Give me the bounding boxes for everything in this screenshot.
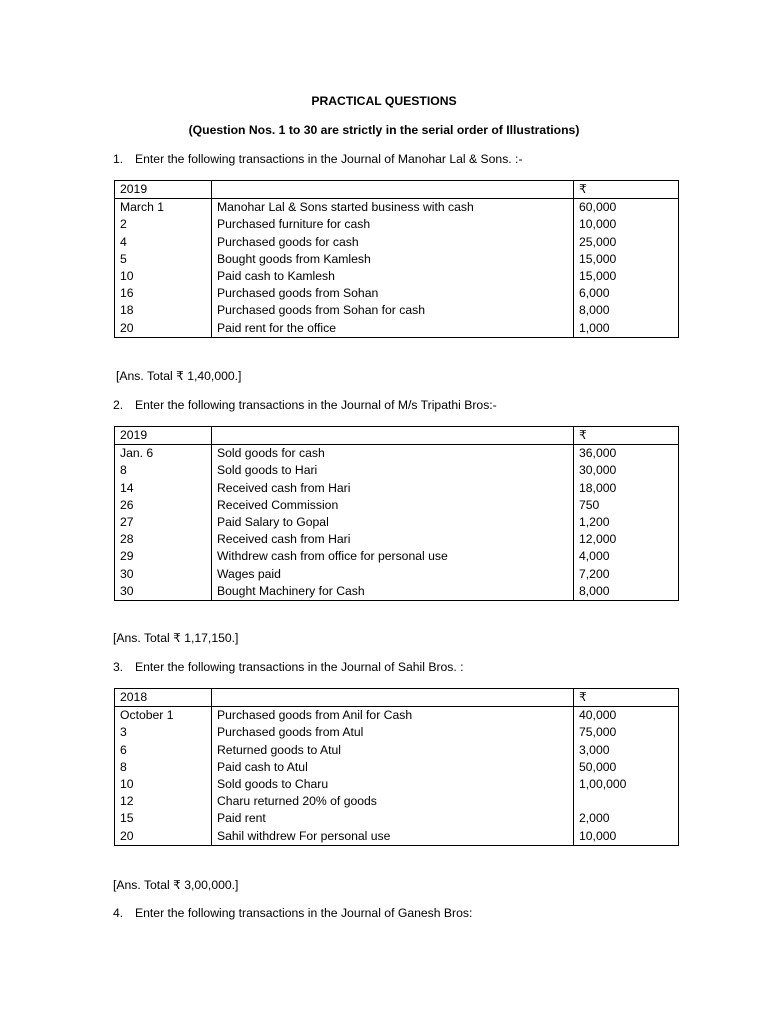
date-cell: 10 — [115, 268, 212, 285]
amount-cell: 8,000 — [574, 302, 679, 319]
description-cell: Received cash from Hari — [212, 480, 574, 497]
table-row — [115, 216, 679, 233]
table-row — [115, 199, 679, 217]
date-cell: 12 — [115, 793, 212, 810]
amount-cell: 1,000 — [574, 320, 679, 338]
table-row — [115, 251, 679, 268]
description-cell: Paid rent for the office — [212, 320, 574, 338]
date-cell: 8 — [115, 759, 212, 776]
description-cell: Bought Machinery for Cash — [212, 583, 574, 601]
question-3 — [113, 660, 464, 674]
currency-header-cell: ₹ — [574, 427, 679, 445]
date-cell: 14 — [115, 480, 212, 497]
description-cell: Paid cash to Atul — [212, 759, 574, 776]
description-cell: Returned goods to Atul — [212, 742, 574, 759]
description-cell: Sold goods to Charu — [212, 776, 574, 793]
table-row — [115, 320, 679, 338]
question-2 — [113, 398, 497, 412]
transactions-table-1 — [114, 180, 679, 338]
table-row — [115, 302, 679, 319]
date-cell: 2 — [115, 216, 212, 233]
date-cell: 10 — [115, 776, 212, 793]
date-cell: 20 — [115, 828, 212, 846]
description-cell: Paid rent — [212, 810, 574, 827]
date-cell: March 1 — [115, 199, 212, 217]
table-row — [115, 707, 679, 725]
table-row — [115, 548, 679, 565]
description-cell: Purchased goods from Anil for Cash — [212, 707, 574, 725]
table-header-row — [115, 427, 679, 445]
description-cell: Purchased goods from Atul — [212, 724, 574, 741]
table-row — [115, 742, 679, 759]
date-cell: 30 — [115, 566, 212, 583]
date-cell: 16 — [115, 285, 212, 302]
answer-1: [Ans. Total ₹ 1,40,000.] — [116, 369, 242, 383]
amount-cell: 25,000 — [574, 234, 679, 251]
date-cell: 18 — [115, 302, 212, 319]
date-cell: 28 — [115, 531, 212, 548]
table-row — [115, 234, 679, 251]
table-header-row — [115, 689, 679, 707]
header-description-cell — [212, 181, 574, 199]
page-title: PRACTICAL QUESTIONS — [311, 94, 457, 108]
date-cell: 5 — [115, 251, 212, 268]
date-cell: 26 — [115, 497, 212, 514]
answer-3: [Ans. Total ₹ 3,00,000.] — [113, 878, 239, 892]
description-cell: Sold goods to Hari — [212, 462, 574, 479]
description-cell: Purchased goods from Sohan — [212, 285, 574, 302]
date-cell: Jan. 6 — [115, 445, 212, 463]
table-row — [115, 776, 679, 793]
table-row — [115, 724, 679, 741]
page-subtitle: (Question Nos. 1 to 30 are strictly in the serial order of Illustrations) — [188, 123, 580, 137]
description-cell: Purchased furniture for cash — [212, 216, 574, 233]
amount-cell: 40,000 — [574, 707, 679, 725]
description-cell: Wages paid — [212, 566, 574, 583]
question-number: 1. — [113, 152, 124, 166]
header-description-cell — [212, 427, 574, 445]
amount-cell: 1,00,000 — [574, 776, 679, 793]
amount-cell — [574, 793, 679, 810]
question-text: Enter the following transactions in the Journal of Ganesh Bros: — [135, 906, 473, 920]
amount-cell: 3,000 — [574, 742, 679, 759]
table-row — [115, 793, 679, 810]
date-cell: 27 — [115, 514, 212, 531]
amount-cell: 4,000 — [574, 548, 679, 565]
description-cell: Sahil withdrew For personal use — [212, 828, 574, 846]
table-row — [115, 480, 679, 497]
date-cell: 15 — [115, 810, 212, 827]
description-cell: Sold goods for cash — [212, 445, 574, 463]
table-row — [115, 462, 679, 479]
description-cell: Purchased goods for cash — [212, 234, 574, 251]
amount-cell: 60,000 — [574, 199, 679, 217]
table-row — [115, 514, 679, 531]
description-cell: Received Commission — [212, 497, 574, 514]
description-cell: Manohar Lal & Sons started business with cash — [212, 199, 574, 217]
question-number: 3. — [113, 660, 124, 674]
amount-cell: 50,000 — [574, 759, 679, 776]
amount-cell: 10,000 — [574, 216, 679, 233]
question-number: 4. — [113, 906, 124, 920]
amount-cell: 10,000 — [574, 828, 679, 846]
header-description-cell — [212, 689, 574, 707]
amount-cell: 1,200 — [574, 514, 679, 531]
date-cell: 30 — [115, 583, 212, 601]
table-row — [115, 759, 679, 776]
description-cell: Paid Salary to Gopal — [212, 514, 574, 531]
amount-cell: 75,000 — [574, 724, 679, 741]
currency-header-cell: ₹ — [574, 689, 679, 707]
date-cell: 4 — [115, 234, 212, 251]
currency-header-cell: ₹ — [574, 181, 679, 199]
amount-cell: 7,200 — [574, 566, 679, 583]
question-number: 2. — [113, 398, 124, 412]
amount-cell: 15,000 — [574, 268, 679, 285]
table-row — [115, 531, 679, 548]
table-row — [115, 583, 679, 601]
transactions-table-2 — [114, 426, 679, 601]
date-cell: 29 — [115, 548, 212, 565]
date-cell: 8 — [115, 462, 212, 479]
answer-2: [Ans. Total ₹ 1,17,150.] — [113, 631, 239, 645]
table-header-row — [115, 181, 679, 199]
date-cell: 3 — [115, 724, 212, 741]
table-row — [115, 497, 679, 514]
transactions-table-3 — [114, 688, 679, 846]
description-cell: Withdrew cash from office for personal use — [212, 548, 574, 565]
amount-cell: 36,000 — [574, 445, 679, 463]
amount-cell: 12,000 — [574, 531, 679, 548]
amount-cell: 750 — [574, 497, 679, 514]
table-row — [115, 445, 679, 463]
year-cell: 2019 — [115, 427, 212, 445]
description-cell: Purchased goods from Sohan for cash — [212, 302, 574, 319]
description-cell: Bought goods from Kamlesh — [212, 251, 574, 268]
table-row — [115, 828, 679, 846]
date-cell: 20 — [115, 320, 212, 338]
question-text: Enter the following transactions in the Journal of M/s Tripathi Bros:- — [135, 398, 497, 412]
amount-cell: 18,000 — [574, 480, 679, 497]
table-row — [115, 285, 679, 302]
amount-cell: 6,000 — [574, 285, 679, 302]
year-cell: 2019 — [115, 181, 212, 199]
table-row — [115, 268, 679, 285]
question-1 — [113, 152, 523, 166]
table-row — [115, 810, 679, 827]
year-cell: 2018 — [115, 689, 212, 707]
amount-cell: 2,000 — [574, 810, 679, 827]
date-cell: October 1 — [115, 707, 212, 725]
amount-cell: 30,000 — [574, 462, 679, 479]
date-cell: 6 — [115, 742, 212, 759]
question-4 — [113, 906, 472, 920]
amount-cell: 15,000 — [574, 251, 679, 268]
description-cell: Charu returned 20% of goods — [212, 793, 574, 810]
table-row — [115, 566, 679, 583]
description-cell: Paid cash to Kamlesh — [212, 268, 574, 285]
question-text: Enter the following transactions in the Journal of Sahil Bros. : — [135, 660, 464, 674]
amount-cell: 8,000 — [574, 583, 679, 601]
description-cell: Received cash from Hari — [212, 531, 574, 548]
question-text: Enter the following transactions in the Journal of Manohar Lal & Sons. :- — [135, 152, 523, 166]
